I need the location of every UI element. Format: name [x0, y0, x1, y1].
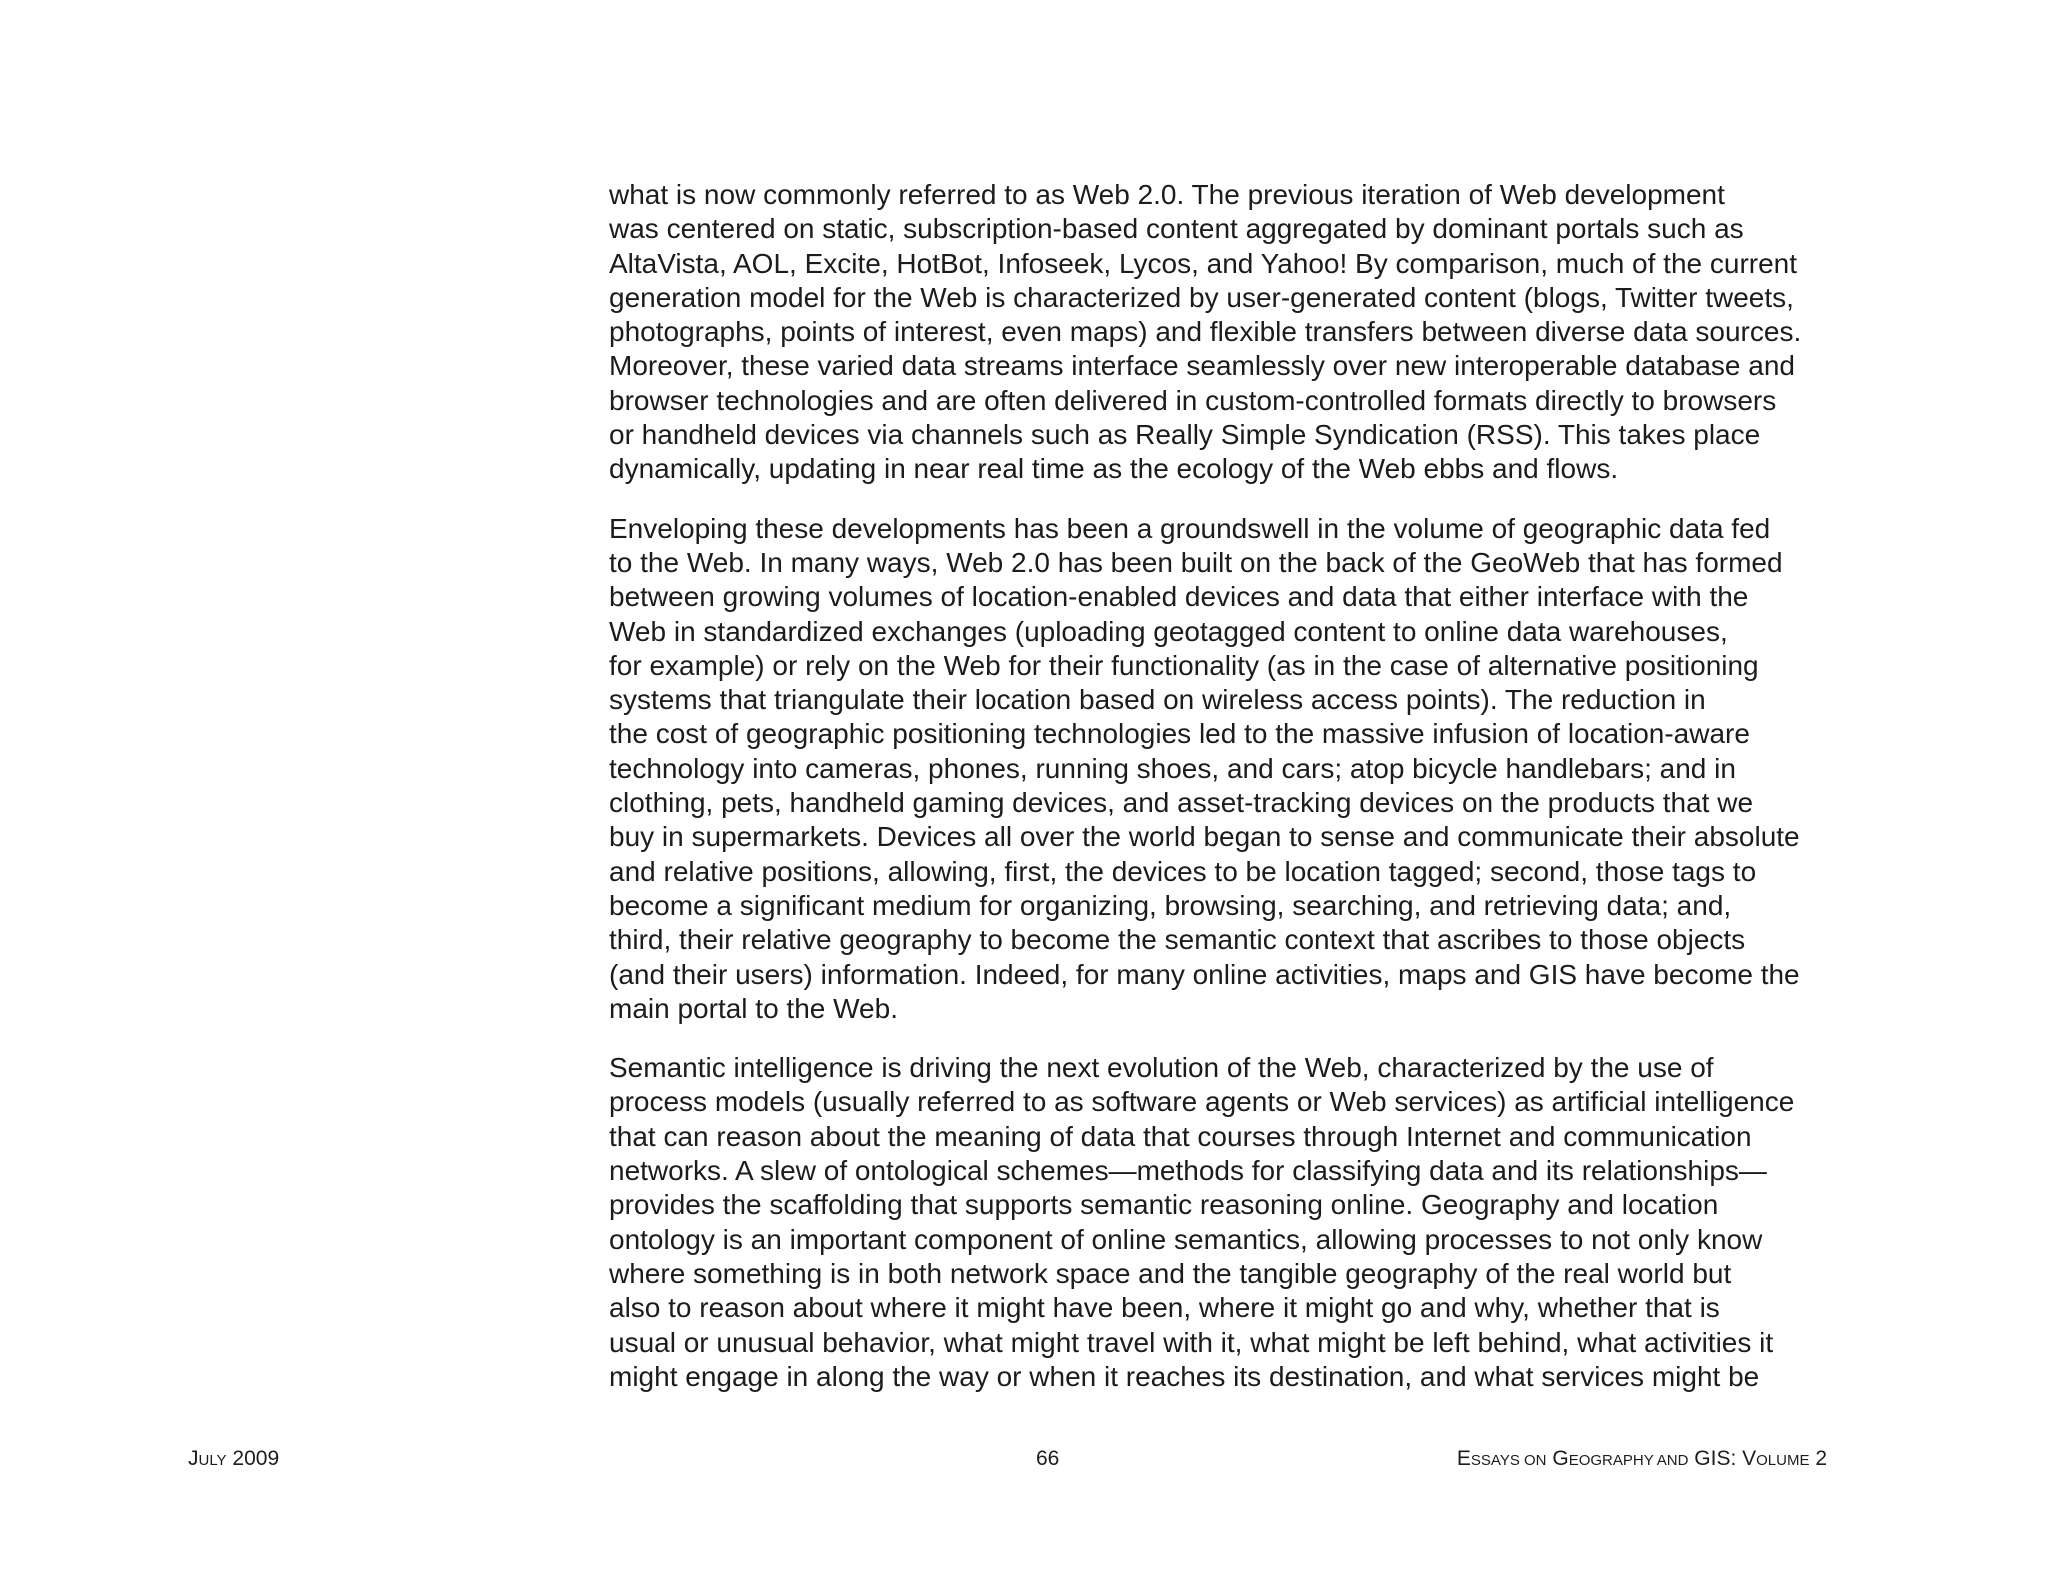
text-line: (and their users) information. Indeed, for many online activities, maps and GIS have become the	[609, 958, 1800, 990]
text-line: between growing volumes of location-enabled devices and data that either interface with the	[609, 581, 1749, 613]
body-text	[609, 178, 1841, 1419]
text-line: usual or unusual behavior, what might travel with it, what might be left behind, what activities it	[609, 1326, 1774, 1358]
footer-book-title	[1457, 1446, 1827, 1474]
footer-text-segment: 2	[1809, 1447, 1827, 1470]
text-line: to the Web. In many ways, Web 2.0 has been built on the back of the GeoWeb that has formed	[609, 546, 1783, 578]
text-line: technology into cameras, phones, running shoes, and cars; atop bicycle handlebars; and in	[609, 752, 1736, 784]
text-line: that can reason about the meaning of data that courses through Internet and communication	[609, 1120, 1752, 1152]
text-line: clothing, pets, handheld gaming devices, and asset-tracking devices on the products that we	[609, 787, 1754, 819]
footer-date	[188, 1446, 279, 1474]
text-line: was centered on static, subscription-based content aggregated by dominant portals such as	[609, 213, 1744, 245]
text-line: third, their relative geography to become the semantic context that ascribes to those objects	[609, 924, 1746, 956]
footer-text-segment: 2009	[226, 1447, 280, 1470]
footer-text-segment: OLUME	[1756, 1452, 1810, 1469]
text-line: dynamically, updating in near real time as the ecology of the Web ebbs and flows.	[609, 453, 1619, 485]
text-line: systems that triangulate their location based on wireless access points). The reduction in	[609, 684, 1706, 716]
page-number: 66	[1036, 1447, 1060, 1470]
text-line: or handheld devices via channels such as Really Simple Syndication (RSS). This takes place	[609, 419, 1761, 451]
text-line: process models (usually referred to as software agents or Web services) as artificial intelligence	[609, 1086, 1795, 1118]
text-line: Enveloping these developments has been a groundswell in the volume of geographic data fed	[609, 512, 1771, 544]
paragraph	[609, 1051, 1841, 1394]
text-line: browser technologies and are often delivered in custom-controlled formats directly to browsers	[609, 384, 1777, 416]
footer-text-segment: G	[1546, 1447, 1569, 1470]
text-line: photographs, points of interest, even maps) and flexible transfers between diverse data sources.	[609, 316, 1802, 348]
text-line: become a significant medium for organizing, browsing, searching, and retrieving data; and,	[609, 889, 1732, 921]
text-line: and relative positions, allowing, first, the devices to be location tagged; second, those tags to	[609, 855, 1757, 887]
footer-text-segment: J	[188, 1447, 199, 1470]
footer-text-segment: ULY	[198, 1452, 227, 1469]
footer-text-segment: EOGRAPHY AND	[1568, 1452, 1689, 1469]
text-line: Web in standardized exchanges (uploading geotagged content to online data warehouses,	[609, 615, 1728, 647]
text-line: what is now commonly referred to as Web 2.0. The previous iteration of Web development	[609, 179, 1725, 210]
text-line: the cost of geographic positioning technologies led to the massive infusion of location-aware	[609, 718, 1750, 750]
text-line: also to reason about where it might have been, where it might go and why, whether that is	[609, 1292, 1720, 1324]
footer-text-segment: E	[1456, 1447, 1471, 1470]
text-line: buy in supermarkets. Devices all over the world began to sense and communicate their absolute	[609, 821, 1800, 853]
text-line: AltaVista, AOL, Excite, HotBot, Infoseek, Lycos, and Yahoo! By comparison, much of the current	[609, 247, 1798, 279]
text-line: might engage in along the way or when it reaches its destination, and what services might be	[609, 1360, 1760, 1392]
text-line: ontology is an important component of online semantics, allowing processes to not only know	[609, 1223, 1763, 1255]
paragraph	[609, 512, 1841, 1026]
text-line: main portal to the Web.	[609, 992, 898, 1024]
footer-text-segment: SSAYS ON	[1470, 1452, 1547, 1469]
text-line: generation model for the Web is characterized by user-generated content (blogs, Twitter tweets,	[609, 281, 1794, 313]
text-line: networks. A slew of ontological schemes—methods for classifying data and its relationships—	[609, 1155, 1767, 1187]
footer-text-segment: GIS: V	[1688, 1447, 1757, 1470]
text-line: provides the scaffolding that supports semantic reasoning online. Geography and location	[609, 1189, 1719, 1221]
paragraph	[609, 178, 1841, 487]
text-line: for example) or rely on the Web for their functionality (as in the case of alternative positioning	[609, 649, 1759, 681]
text-line: Semantic intelligence is driving the next evolution of the Web, characterized by the use of	[609, 1052, 1714, 1084]
text-line: where something is in both network space and the tangible geography of the real world but	[609, 1257, 1732, 1289]
text-line: Moreover, these varied data streams interface seamlessly over new interoperable database and	[609, 350, 1795, 382]
